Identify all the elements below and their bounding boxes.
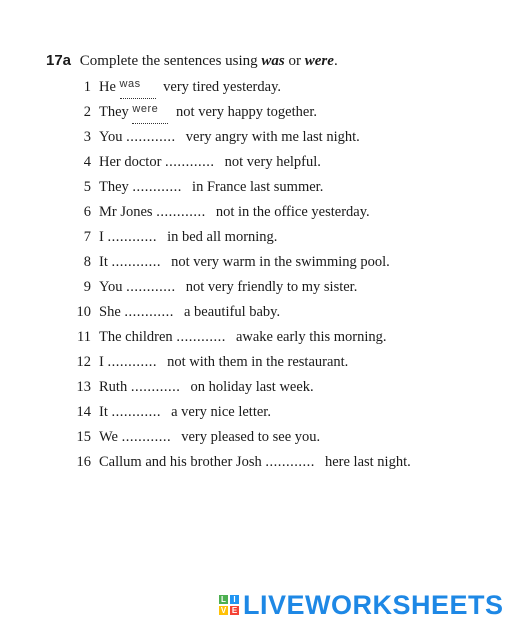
sentence-subject: They bbox=[99, 179, 133, 195]
answer-blank[interactable]: ............ bbox=[156, 204, 206, 220]
sentence-number: 2 bbox=[83, 104, 91, 120]
sentence-row bbox=[0, 277, 523, 302]
sentence-text bbox=[99, 252, 390, 272]
sentence-subject: Mr Jones bbox=[99, 204, 157, 220]
answer-blank[interactable]: ............ bbox=[176, 329, 226, 345]
answer-blank[interactable]: ............ bbox=[107, 354, 157, 370]
sentence-subject: Her doctor bbox=[99, 154, 166, 170]
instruction-word-was: was bbox=[261, 53, 285, 69]
answer-blank[interactable] bbox=[120, 77, 156, 99]
sentence-number: 16 bbox=[76, 454, 91, 470]
sentence-row bbox=[0, 452, 523, 477]
logo-mark-letter: E bbox=[231, 606, 238, 615]
answer-blank[interactable]: ............ bbox=[107, 229, 157, 245]
sentence-number: 8 bbox=[83, 254, 91, 270]
logo-text: LIVEWORKSHEETS bbox=[243, 589, 504, 620]
sentence-row bbox=[0, 77, 523, 102]
sentence-subject: She bbox=[99, 304, 125, 320]
instruction-suffix: . bbox=[333, 53, 338, 69]
logo-mark-letter: I bbox=[230, 595, 239, 604]
sentence-number: 15 bbox=[76, 429, 91, 445]
answer-blank[interactable]: ............ bbox=[124, 304, 174, 320]
sentence-row bbox=[0, 227, 523, 252]
sentence-row bbox=[0, 302, 523, 327]
sentence-predicate: not very helpful. bbox=[221, 154, 321, 170]
sentence-subject: It bbox=[99, 404, 112, 420]
sentence-subject: Callum and his brother Josh bbox=[99, 454, 266, 470]
logo-mark-letter: L bbox=[219, 595, 228, 604]
sentence-subject: You bbox=[99, 129, 127, 145]
sentence-row bbox=[0, 177, 523, 202]
answer-blank[interactable]: ............ bbox=[126, 279, 176, 295]
sentence-subject: You bbox=[99, 279, 127, 295]
sentence-subject: The children bbox=[99, 329, 177, 345]
exercise-number: 17a bbox=[46, 52, 72, 69]
sentence-predicate: not very warm in the swimming pool. bbox=[167, 254, 390, 270]
sentence-predicate: not very friendly to my sister. bbox=[182, 279, 358, 295]
sentence-row bbox=[0, 402, 523, 427]
sentence-predicate: very pleased to see you. bbox=[177, 429, 321, 445]
sentence-number: 12 bbox=[76, 354, 91, 370]
answer-blank[interactable]: ............ bbox=[111, 254, 161, 270]
answer-blank[interactable] bbox=[132, 102, 168, 124]
sentence-text bbox=[99, 377, 314, 397]
sentence-row bbox=[0, 152, 523, 177]
sentence-row bbox=[0, 327, 523, 352]
sentence-predicate: very tired yesterday. bbox=[159, 79, 281, 95]
instruction-text: Complete the sentences using bbox=[79, 53, 262, 69]
answer-blank[interactable]: ............ bbox=[132, 179, 182, 195]
sentence-text bbox=[99, 427, 320, 447]
sentence-text bbox=[99, 202, 370, 222]
sentence-subject: We bbox=[99, 429, 122, 445]
sentence-subject: I bbox=[99, 354, 108, 370]
exercise-header bbox=[46, 52, 338, 70]
sentence-row bbox=[0, 102, 523, 127]
sentence-text bbox=[99, 327, 387, 347]
sentence-row bbox=[0, 202, 523, 227]
sentence-predicate: very angry with me last night. bbox=[182, 129, 360, 145]
sentence-row bbox=[0, 127, 523, 152]
sentence-predicate: not very happy together. bbox=[172, 104, 317, 120]
answer-blank[interactable]: ............ bbox=[126, 129, 176, 145]
sentence-text bbox=[99, 77, 281, 99]
sentence-subject: I bbox=[99, 229, 108, 245]
sentence-predicate: in France last summer. bbox=[188, 179, 324, 195]
sentence-text bbox=[99, 152, 321, 172]
sentence-text bbox=[99, 127, 360, 147]
sentence-number: 1 bbox=[83, 79, 91, 95]
sentence-text bbox=[99, 452, 411, 472]
sentence-number: 10 bbox=[76, 304, 91, 320]
answer-blank[interactable]: ............ bbox=[265, 454, 315, 470]
sentence-number: 7 bbox=[83, 229, 91, 245]
sentence-row bbox=[0, 352, 523, 377]
sentence-predicate: not in the office yesterday. bbox=[212, 204, 370, 220]
instruction-word-were: were bbox=[304, 53, 334, 69]
sentence-text bbox=[99, 352, 348, 372]
sentence-number: 5 bbox=[83, 179, 91, 195]
filled-answer: was bbox=[119, 78, 141, 90]
sentence-predicate: awake early this morning. bbox=[232, 329, 387, 345]
answer-blank[interactable]: ............ bbox=[111, 404, 161, 420]
sentence-row bbox=[0, 252, 523, 277]
sentence-predicate: a very nice letter. bbox=[167, 404, 271, 420]
sentence-predicate: not with them in the restaurant. bbox=[163, 354, 349, 370]
sentence-number: 11 bbox=[77, 329, 91, 345]
sentence-text bbox=[99, 102, 317, 124]
sentence-number: 4 bbox=[83, 154, 91, 170]
answer-blank[interactable]: ............ bbox=[165, 154, 215, 170]
sentence-number: 9 bbox=[83, 279, 91, 295]
answer-blank[interactable]: ............ bbox=[130, 379, 181, 395]
sentence-predicate: in bed all morning. bbox=[163, 229, 278, 245]
sentence-text bbox=[99, 302, 280, 322]
sentence-text bbox=[99, 177, 323, 197]
sentence-predicate: here last night. bbox=[321, 454, 411, 470]
sentence-row bbox=[0, 377, 523, 402]
sentence-subject: They bbox=[99, 104, 133, 120]
sentence-number: 6 bbox=[83, 204, 91, 220]
logo-mark-letter: V bbox=[220, 606, 227, 615]
sentence-predicate: on holiday last week. bbox=[186, 379, 314, 395]
sentence-text bbox=[99, 277, 357, 297]
sentence-subject: It bbox=[99, 254, 112, 270]
liveworksheets-logo bbox=[219, 590, 504, 620]
sentence-subject: He bbox=[99, 79, 120, 95]
sentence-list bbox=[0, 77, 523, 477]
sentence-row bbox=[0, 427, 523, 452]
answer-blank[interactable]: ............ bbox=[121, 429, 172, 445]
sentence-number: 14 bbox=[76, 404, 91, 420]
filled-answer: were bbox=[132, 103, 159, 115]
sentence-text bbox=[99, 402, 271, 422]
sentence-number: 3 bbox=[83, 129, 91, 145]
sentence-subject: Ruth bbox=[99, 379, 131, 395]
sentence-text bbox=[99, 227, 277, 247]
logo-mark-icon bbox=[219, 595, 239, 615]
sentence-predicate: a beautiful baby. bbox=[180, 304, 281, 320]
instruction-connector: or bbox=[284, 53, 305, 69]
sentence-number: 13 bbox=[76, 379, 91, 395]
